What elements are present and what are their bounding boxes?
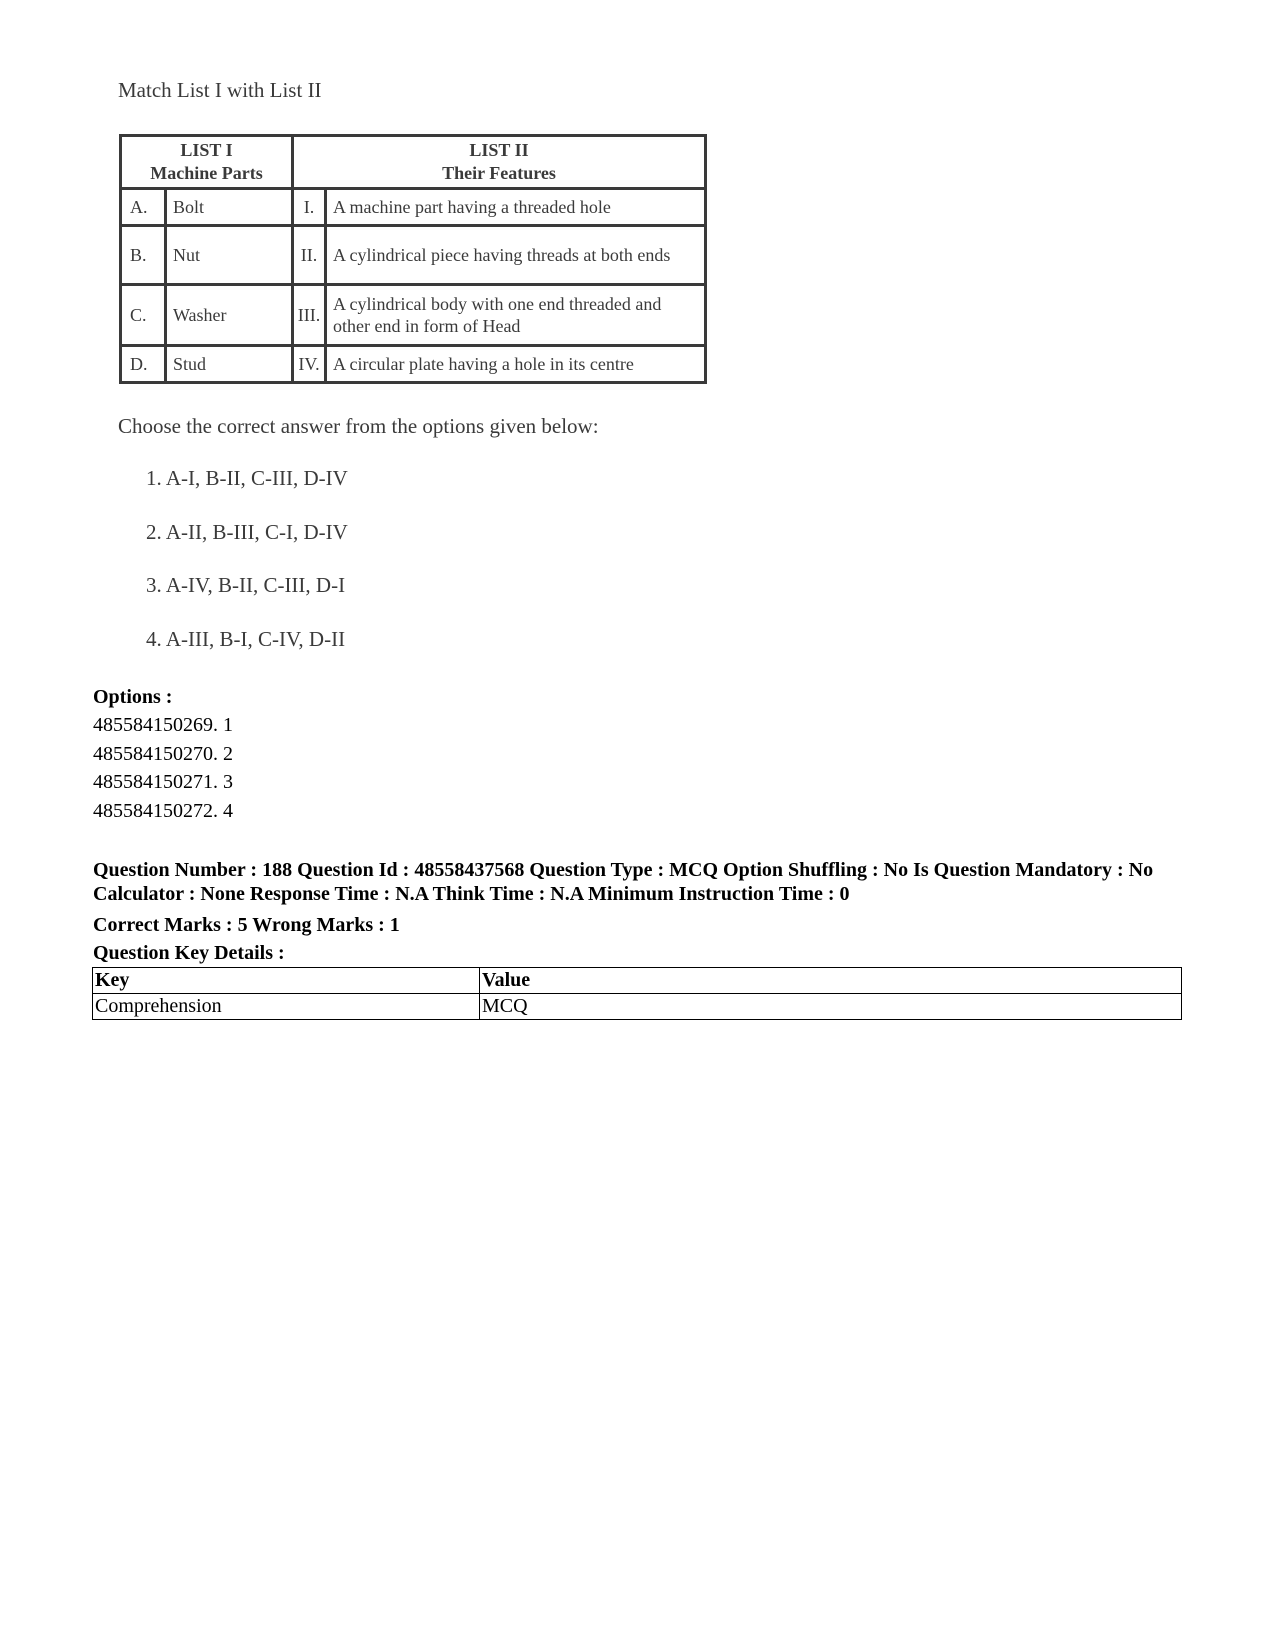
row-part: Bolt xyxy=(166,189,293,226)
marks-info: Correct Marks : 5 Wrong Marks : 1 xyxy=(93,914,400,936)
table-row xyxy=(93,994,1182,1020)
row-roman: IV. xyxy=(293,346,326,383)
list1-heading: LIST I xyxy=(180,140,233,160)
key-cell: Comprehension xyxy=(93,994,480,1020)
key-details-heading: Question Key Details : xyxy=(93,942,285,964)
row-feature: A cylindrical piece having threads at both ends xyxy=(326,226,706,285)
list1-header xyxy=(121,136,293,189)
match-row xyxy=(121,285,706,346)
row-part: Stud xyxy=(166,346,293,383)
question-meta: Question Number : 188 Question Id : 48558437568 Question Type : MCQ Option Shuffling : No Is Question Mandatory : No Calculator : None Response Time : N.A Think Time : N.A Minimum Instruction Time : 0 xyxy=(93,859,1154,905)
list1-subheading: Machine Parts xyxy=(150,163,263,183)
option-item: 485584150270. 2 xyxy=(93,742,233,765)
match-row xyxy=(121,226,706,285)
row-feature: A cylindrical body with one end threaded and other end in form of Head xyxy=(326,285,706,346)
row-roman: I. xyxy=(293,189,326,226)
row-part: Washer xyxy=(166,285,293,346)
match-table-header xyxy=(121,136,706,189)
answer-choices xyxy=(146,466,348,680)
row-letter: A. xyxy=(121,189,166,226)
row-letter: B. xyxy=(121,226,166,285)
option-item: 485584150272. 4 xyxy=(93,799,233,822)
question-intro: Match List I with List II xyxy=(118,78,322,102)
option-item: 485584150269. 1 xyxy=(93,714,233,736)
answer-choice: 3. A-IV, B-II, C-III, D-I xyxy=(146,573,346,597)
option-item: 485584150271. 3 xyxy=(93,771,233,793)
options-heading: Options : xyxy=(93,686,173,708)
row-feature: A circular plate having a hole in its centre xyxy=(326,346,706,383)
match-table xyxy=(119,134,707,384)
row-part: Nut xyxy=(166,226,293,285)
row-roman: III. xyxy=(293,285,326,346)
row-letter: C. xyxy=(121,285,166,346)
answer-choice: 1. A-I, B-II, C-III, D-IV xyxy=(146,466,348,490)
row-feature: A machine part having a threaded hole xyxy=(326,189,706,226)
match-row xyxy=(121,346,706,383)
key-table-header xyxy=(93,968,1182,994)
key-table xyxy=(92,967,1182,1020)
value-cell: MCQ xyxy=(480,994,1182,1020)
choose-instruction: Choose the correct answer from the options given below: xyxy=(118,414,599,438)
answer-choice: 2. A-II, B-III, C-I, D-IV xyxy=(146,519,348,544)
list2-header xyxy=(293,136,706,189)
list2-heading: LIST II xyxy=(469,140,529,160)
match-row xyxy=(121,189,706,226)
row-letter: D. xyxy=(121,346,166,383)
value-header: Value xyxy=(480,968,1182,994)
list2-subheading: Their Features xyxy=(442,163,556,183)
key-header: Key xyxy=(93,968,480,994)
options-list xyxy=(93,713,233,827)
answer-choice: 4. A-III, B-I, C-IV, D-II xyxy=(146,626,346,651)
row-roman: II. xyxy=(293,226,326,285)
